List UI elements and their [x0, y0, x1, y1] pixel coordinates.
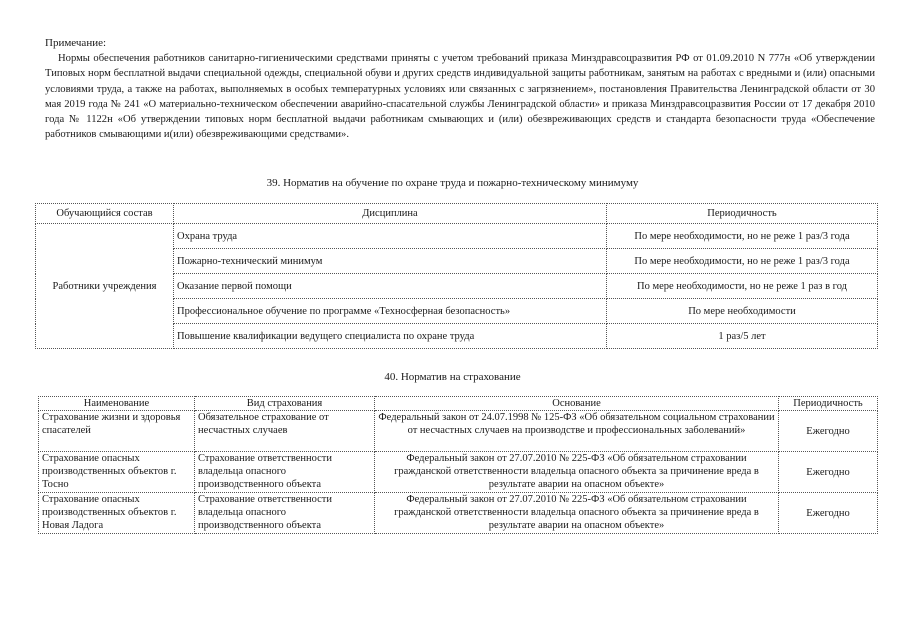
column-header-trainees: Обучающийся состав — [36, 204, 174, 224]
periodicity-cell: Ежегодно — [779, 493, 878, 534]
periodicity-cell: По мере необходимости, но не реже 1 раз/3 года — [607, 224, 878, 249]
discipline-cell: Оказание первой помощи — [174, 274, 607, 299]
periodicity-cell: Ежегодно — [779, 452, 878, 493]
table-row — [39, 452, 878, 493]
section-40-caption: 40. Норматив на страхование — [384, 371, 521, 383]
column-header-periodicity: Периодичность — [607, 204, 878, 224]
basis-cell: Федеральный закон от 27.07.2010 № 225-ФЗ «Об обязательном страховании гражданской ответственности владельца опасного объекта за причинение вреда в результате аварии на опасном объекте» — [375, 452, 779, 493]
basis-cell: Федеральный закон от 24.07.1998 № 125-ФЗ «Об обязательном социальном страховании от несчастных случаев на производстве и профессиональных заболеваний» — [375, 411, 779, 452]
discipline-cell: Повышение квалификации ведущего специалиста по охране труда — [174, 324, 607, 349]
discipline-cell: Пожарно-технический минимум — [174, 249, 607, 274]
insurance-standards-table — [38, 396, 878, 534]
note-title: Примечание: — [45, 37, 107, 49]
column-header-periodicity: Периодичность — [779, 397, 878, 411]
column-header-insurance-type: Вид страхования — [195, 397, 375, 411]
discipline-cell: Профессиональное обучение по программе «Техносферная безопасность» — [174, 299, 607, 324]
insurance-type-cell: Страхование ответственности владельца опасного производственного объекта — [195, 493, 375, 534]
column-header-discipline: Дисциплина — [174, 204, 607, 224]
periodicity-cell: 1 раз/5 лет — [607, 324, 878, 349]
insurance-type-cell: Обязательное страхование от несчастных случаев — [195, 411, 375, 452]
name-cell: Страхование опасных производственных объектов г. Тосно — [39, 452, 195, 493]
discipline-cell: Охрана труда — [174, 224, 607, 249]
name-cell: Страхование опасных производственных объектов г. Новая Ладога — [39, 493, 195, 534]
table-row — [39, 493, 878, 534]
periodicity-cell: По мере необходимости, но не реже 1 раз в год — [607, 274, 878, 299]
periodicity-cell: Ежегодно — [779, 411, 878, 452]
periodicity-cell: По мере необходимости, но не реже 1 раз/3 года — [607, 249, 878, 274]
insurance-type-cell: Страхование ответственности владельца опасного производственного объекта — [195, 452, 375, 493]
column-header-name: Наименование — [39, 397, 195, 411]
column-header-basis: Основание — [375, 397, 779, 411]
periodicity-cell: По мере необходимости — [607, 299, 878, 324]
trainees-cell: Работники учреждения — [36, 224, 174, 349]
table-header-row — [39, 397, 878, 411]
table-row — [39, 411, 878, 452]
name-cell: Страхование жизни и здоровья спасателей — [39, 411, 195, 452]
table-header-row — [36, 204, 878, 224]
training-standards-table — [35, 203, 878, 349]
section-39-caption: 39. Норматив на обучение по охране труда и пожарно-техническому минимуму — [266, 177, 639, 189]
note-text: Нормы обеспечения работников санитарно-гигиеническими средствами приняты с учетом требований приказа Минздравсоцразвития РФ от 01.09.2010 N 777н «Об утверждении Типовых норм бесплатной выдачи специальной одежды, специальной обуви и других средств индивидуальной защиты работникам, занятым на работах с вредными и (или) опасными условиями труда, а также на работах, выполняемых в особых температурных условиях или связанных с загрязнением», постановления Правительства Ленинградской области от 30 мая 2019 года № 241 «О материально-техническом обеспечении аварийно-спасательной службы Ленинградской области» и приказа Минздравсоцразвития России от 17 декабря 2010 года № 1122н «Об утверждении типовых норм бесплатной выдачи работникам смывающих и (или) обезвреживающих средств и стандарта безопасности труда «Обеспечение работников смывающими и(или) обезвреживающими средствами». — [45, 53, 875, 141]
table-row — [36, 224, 878, 249]
basis-cell: Федеральный закон от 27.07.2010 № 225-ФЗ «Об обязательном страховании гражданской ответственности владельца опасного объекта за причинение вреда в результате аварии на опасном объекте» — [375, 493, 779, 534]
